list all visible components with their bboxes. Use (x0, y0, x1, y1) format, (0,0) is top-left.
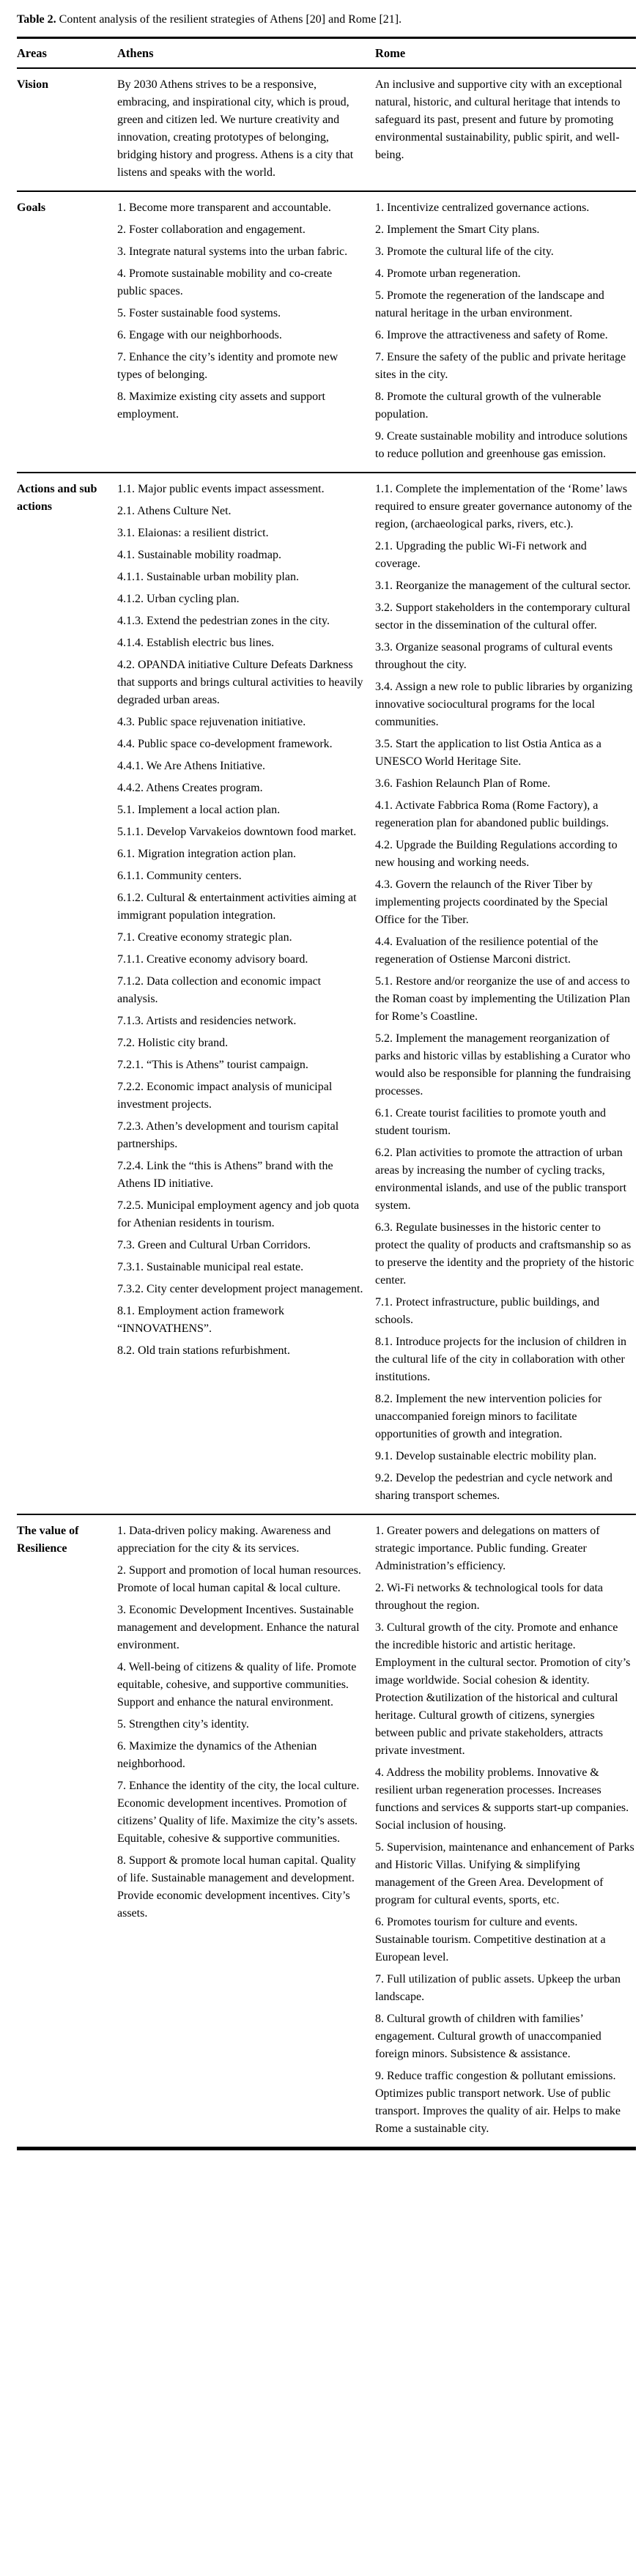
cell-paragraph: 5.2. Implement the management reorganization of parks and historic villas by establishing a Curator who would also be responsible for planning the fundraising processes. (375, 1032, 631, 1098)
cell-paragraph: 4.2. OPANDA initiative Culture Defeats Darkness that supports and brings cultural activities to heavily degraded urban areas. (117, 659, 363, 706)
cell-vision-rome (375, 68, 636, 191)
cell-paragraph: 7. Enhance the city’s identity and promote new types of belonging. (117, 351, 338, 381)
cell-paragraph: 8.1. Introduce projects for the inclusion of children in the cultural life of the city in collaboration with other institutions. (375, 1336, 627, 1383)
cell-paragraph: 1.1. Major public events impact assessment. (117, 483, 325, 495)
cell-paragraph: 3. Promote the cultural life of the city. (375, 245, 554, 258)
cell-paragraph: 5. Strengthen city’s identity. (117, 1718, 249, 1731)
cell-paragraph: 6.1. Create tourist facilities to promote youth and student tourism. (375, 1107, 607, 1137)
cell-paragraph: 6. Maximize the dynamics of the Athenian neighborhood. (117, 1740, 317, 1770)
cell-paragraph: 7.2.3. Athen’s development and tourism capital partnerships. (117, 1120, 339, 1150)
cell-paragraph: 6.1.1. Community centers. (117, 870, 242, 882)
cell-paragraph: 1. Data-driven policy making. Awareness and appreciation for the city & its services. (117, 1525, 331, 1555)
cell-paragraph: 3.1. Elaionas: a resilient district. (117, 527, 269, 539)
cell-goals-rome (375, 191, 636, 473)
cell-paragraph: 3.4. Assign a new role to public libraries by organizing innovative sociocultural programs for the local communities. (375, 681, 633, 728)
cell-paragraph: 4.3. Public space rejuvenation initiative. (117, 716, 306, 728)
cell-paragraph: 4.3. Govern the relaunch of the River Tiber by implementing projects coordinated by the Special Office for the Tiber. (375, 878, 608, 926)
cell-paragraph: 4.4.1. We Are Athens Initiative. (117, 760, 265, 772)
cell-paragraph: 8. Maximize existing city assets and support employment. (117, 391, 325, 421)
cell-paragraph: 8.1. Employment action framework “INNOVATHENS”. (117, 1305, 284, 1335)
cell-item-list (375, 76, 634, 164)
cell-paragraph: 6. Promotes tourism for culture and events. Sustainable tourism. Competitive destination at a European level. (375, 1916, 606, 1964)
cell-paragraph: 7.2.5. Municipal employment agency and job quota for Athenian residents in tourism. (117, 1199, 360, 1229)
cell-item-list (375, 1522, 634, 2138)
table-header-row (17, 38, 636, 69)
cell-paragraph: 7.1.3. Artists and residencies network. (117, 1015, 297, 1027)
cell-paragraph: 7.1. Creative economy strategic plan. (117, 931, 292, 944)
cell-paragraph: 7. Full utilization of public assets. Upkeep the urban landscape. (375, 1973, 621, 2003)
cell-item-list (375, 481, 634, 1505)
cell-paragraph: 6. Improve the attractiveness and safety of Rome. (375, 329, 608, 341)
cell-paragraph: 5.1. Restore and/or reorganize the use of and access to the Roman coast by implementing the Utilization Plan for Rome’s Coastline. (375, 975, 630, 1023)
cell-paragraph: 5.1. Implement a local action plan. (117, 804, 281, 816)
cell-paragraph: 3.1. Reorganize the management of the cultural sector. (375, 580, 631, 592)
cell-paragraph: 9.2. Develop the pedestrian and cycle network and sharing transport schemes. (375, 1472, 612, 1502)
cell-paragraph: 4.1. Sustainable mobility roadmap. (117, 549, 281, 561)
cell-paragraph: 2. Foster collaboration and engagement. (117, 223, 306, 236)
cell-paragraph: 3. Integrate natural systems into the urban fabric. (117, 245, 348, 258)
cell-paragraph: 7.2.1. “This is Athens” tourist campaign. (117, 1059, 308, 1071)
cell-paragraph: 3. Economic Development Incentives. Sustainable management and development. Enhance the natural environment. (117, 1604, 360, 1651)
cell-paragraph: 7.3.1. Sustainable municipal real estate. (117, 1261, 304, 1273)
cell-value-rome (375, 1514, 636, 2149)
cell-paragraph: 1. Become more transparent and accountable. (117, 201, 331, 214)
cell-paragraph: 2.1. Upgrading the public Wi-Fi network and coverage. (375, 540, 587, 570)
cell-paragraph: 2. Support and promotion of local human resources. Promote of local human capital & local culture. (117, 1564, 361, 1594)
content-analysis-table (17, 37, 636, 2150)
table-row-goals (17, 191, 636, 473)
cell-paragraph: 5. Foster sustainable food systems. (117, 307, 281, 319)
table-row-vision (17, 68, 636, 191)
cell-paragraph: 7.1.1. Creative economy advisory board. (117, 953, 308, 966)
cell-item-list (117, 199, 364, 423)
table-row-value-of-resilience (17, 1514, 636, 2149)
cell-paragraph: 4.1.4. Establish electric bus lines. (117, 637, 275, 649)
cell-paragraph: 2. Implement the Smart City plans. (375, 223, 540, 236)
cell-paragraph: 3.6. Fashion Relaunch Plan of Rome. (375, 777, 551, 790)
cell-paragraph: 7. Enhance the identity of the city, the local culture. Economic development incentives. Promotion of citizens’ Quality of life. Maximize the city’s assets. Equitable, cohesive & supportive communities. (117, 1780, 360, 1845)
cell-paragraph: 4. Promote sustainable mobility and co-create public spaces. (117, 267, 333, 297)
cell-paragraph: 7.2.4. Link the “this is Athens” brand with the Athens ID initiative. (117, 1160, 333, 1190)
cell-paragraph: 2. Wi-Fi networks & technological tools for data throughout the region. (375, 1582, 603, 1612)
row-label-goals: Goals (17, 201, 46, 214)
cell-value-athens (117, 1514, 375, 2149)
cell-paragraph: 4.1.1. Sustainable urban mobility plan. (117, 571, 299, 583)
column-header-rome: Rome (375, 38, 636, 69)
cell-paragraph: 4.4. Evaluation of the resilience potential of the regeneration of Ostiense Marconi district. (375, 936, 599, 966)
cell-paragraph: 7.2.2. Economic impact analysis of municipal investment projects. (117, 1081, 333, 1111)
cell-actions-athens (117, 473, 375, 1514)
cell-paragraph: 4. Address the mobility problems. Innovative & resilient urban regeneration processes. Increases functions and services & supports start-up companies. Social inclusion of housing. (375, 1766, 629, 1832)
cell-paragraph: 7.3.2. City center development project management. (117, 1283, 363, 1295)
cell-paragraph: 7.2. Holistic city brand. (117, 1037, 229, 1049)
table-caption-label: Table 2. (17, 13, 56, 26)
table-caption-text: Content analysis of the resilient strategies of Athens [20] and Rome [21]. (56, 13, 402, 26)
cell-paragraph: By 2030 Athens strives to be a responsive, embracing, and inspirational city, which is proud, green and citizen led. We nurture creativity and innovation, creating prototypes of belonging, bridging history and progress. Athens is a city that listens and speaks with the world. (117, 78, 354, 179)
row-label-actions: Actions and sub actions (17, 483, 97, 513)
cell-paragraph: 7.1.2. Data collection and economic impact analysis. (117, 975, 322, 1005)
cell-item-list (117, 1522, 364, 1922)
cell-paragraph: 9.1. Develop sustainable electric mobility plan. (375, 1450, 597, 1462)
cell-paragraph: An inclusive and supportive city with an exceptional natural, historic, and cultural heritage that intends to safeguard its past, present and future by promoting environmental sustainability, public spirit, and well-being. (375, 78, 623, 161)
cell-item-list (117, 76, 364, 182)
cell-paragraph: 4.2. Upgrade the Building Regulations according to new housing and working needs. (375, 839, 618, 869)
cell-paragraph: 6.1. Migration integration action plan. (117, 848, 296, 860)
cell-paragraph: 6.1.2. Cultural & entertainment activities aiming at immigrant population integration. (117, 892, 357, 922)
table-row-actions (17, 473, 636, 1514)
cell-paragraph: 8.2. Implement the new intervention policies for unaccompanied foreign minors to facilitate opportunities of growth and integration. (375, 1393, 602, 1440)
cell-paragraph: 3.3. Organize seasonal programs of cultural events throughout the city. (375, 641, 613, 671)
column-header-areas: Areas (17, 38, 117, 69)
cell-paragraph: 4.4. Public space co-development framework. (117, 738, 333, 750)
cell-paragraph: 6. Engage with our neighborhoods. (117, 329, 282, 341)
cell-paragraph: 6.3. Regulate businesses in the historic center to protect the quality of products and craftsmanship so as to preserve the identity and the propriety of the historic center. (375, 1221, 634, 1287)
cell-paragraph: 4.1. Activate Fabbrica Roma (Rome Factory), a regeneration plan for abandoned public buildings. (375, 799, 610, 829)
cell-paragraph: 1. Incentivize centralized governance actions. (375, 201, 590, 214)
cell-paragraph: 3.2. Support stakeholders in the contemporary cultural sector in the dissemination of the cultural offer. (375, 602, 631, 632)
cell-paragraph: 6.2. Plan activities to promote the attraction of urban areas by increasing the number of cycling tracks, environmental islands, and use of the public transport system. (375, 1147, 627, 1212)
cell-paragraph: 7.1. Protect infrastructure, public buildings, and schools. (375, 1296, 600, 1326)
cell-paragraph: 1.1. Complete the implementation of the ‘Rome’ laws required to ensure greater governance autonomy of the region, (archaeological parks, rivers, etc.). (375, 483, 632, 530)
cell-actions-rome (375, 473, 636, 1514)
cell-paragraph: 8. Support & promote local human capital. Quality of life. Sustainable management and development. Provide economic development incentives. City’s assets. (117, 1854, 356, 1920)
cell-goals-athens (117, 191, 375, 473)
cell-paragraph: 1. Greater powers and delegations on matters of strategic importance. Public funding. Greater Administration’s efficiency. (375, 1525, 600, 1572)
table-caption (17, 12, 636, 28)
cell-paragraph: 4.4.2. Athens Creates program. (117, 782, 263, 794)
cell-item-list (375, 199, 634, 463)
cell-paragraph: 7.3. Green and Cultural Urban Corridors. (117, 1239, 311, 1251)
cell-vision-athens (117, 68, 375, 191)
cell-paragraph: 8. Promote the cultural growth of the vulnerable population. (375, 391, 602, 421)
cell-paragraph: 5. Supervision, maintenance and enhancement of Parks and Historic Villas. Unifying & simplifying management of the Green Area. Development of program for cultural events, sports, etc. (375, 1841, 634, 1906)
cell-paragraph: 4. Well-being of citizens & quality of life. Promote equitable, cohesive, and supportive communities. Support and enhance the natural environment. (117, 1661, 357, 1709)
cell-paragraph: 9. Create sustainable mobility and introduce solutions to reduce pollution and greenhouse gas emission. (375, 430, 628, 460)
cell-item-list (117, 481, 364, 1360)
cell-paragraph: 4.1.3. Extend the pedestrian zones in the city. (117, 615, 330, 627)
cell-paragraph: 4. Promote urban regeneration. (375, 267, 521, 280)
cell-paragraph: 9. Reduce traffic congestion & pollutant emissions. Optimizes public transport network. Use of public transport. Improves the quality of air. Helps to make Rome a sustainable city. (375, 2070, 621, 2135)
cell-paragraph: 8.2. Old train stations refurbishment. (117, 1344, 290, 1357)
cell-paragraph: 5. Promote the regeneration of the landscape and natural heritage in the urban environment. (375, 289, 604, 319)
row-label-vision: Vision (17, 78, 48, 91)
cell-paragraph: 8. Cultural growth of children with families’ engagement. Cultural growth of unaccompanied foreign minors. Subsistence & assistance. (375, 2013, 602, 2060)
cell-paragraph: 3. Cultural growth of the city. Promote and enhance the incredible historic and artistic heritage. Employment in the cultural sector. Promotion of city’s image worldwide. Social cohesion & identity. Protection &utilization of the historical and cultural heritage. Cultural growth of citizens, synergies between public and private stakeholders, attracts private investment. (375, 1621, 631, 1757)
cell-paragraph: 3.5. Start the application to list Ostia Antica as a UNESCO World Heritage Site. (375, 738, 602, 768)
column-header-athens: Athens (117, 38, 375, 69)
cell-paragraph: 4.1.2. Urban cycling plan. (117, 593, 240, 605)
cell-paragraph: 2.1. Athens Culture Net. (117, 505, 232, 517)
cell-paragraph: 5.1.1. Develop Varvakeios downtown food market. (117, 826, 357, 838)
cell-paragraph: 7. Ensure the safety of the public and private heritage sites in the city. (375, 351, 626, 381)
row-label-value-of-resilience: The value of Resilience (17, 1525, 79, 1555)
